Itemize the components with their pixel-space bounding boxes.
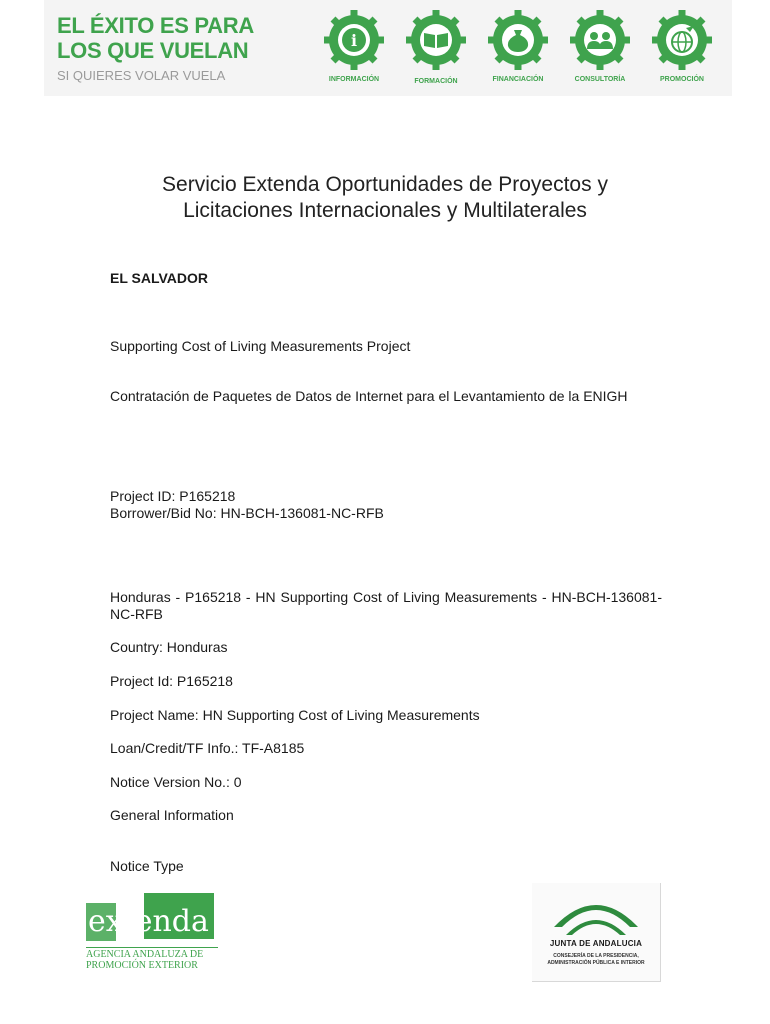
- slogan-line-1: EL ÉXITO ES PARA: [57, 13, 254, 38]
- extenda-logo: [86, 893, 218, 975]
- country-line: Country: Honduras: [110, 639, 228, 655]
- service-label-promocion: PROMOCIÓN: [660, 76, 704, 83]
- extenda-wordmark: extenda: [88, 904, 209, 939]
- junta-subtitle-line-1: CONSEJERÍA DE LA PRESIDENCIA,: [553, 953, 639, 959]
- project-id-line: Project Id: P165218: [110, 673, 233, 689]
- junta-title: JUNTA DE ANDALUCIA: [549, 939, 643, 948]
- project-name-line: Project Name: HN Supporting Cost of Living Measurements: [110, 707, 480, 723]
- slogan-subtitle: SI QUIERES VOLAR VUELA: [57, 68, 226, 83]
- document-title: [60, 172, 710, 224]
- extenda-wordmark-graphic: [86, 893, 218, 945]
- document-title-line-1: Servicio Extenda Oportunidades de Proyectos y: [162, 173, 608, 196]
- extenda-subtitle-line-2: PROMOCIÓN EXTERIOR: [86, 960, 198, 971]
- general-information: General Information: [110, 807, 234, 823]
- junta-subtitle: [532, 953, 660, 967]
- notice-heading: Honduras - P165218 - HN Supporting Cost of Living Measurements - HN-BCH-136081-NC-RFB: [110, 589, 662, 622]
- info-icon: [322, 8, 386, 72]
- svg-text:i: i: [350, 31, 358, 50]
- money-bag-icon: [486, 8, 550, 72]
- notice-type: Notice Type: [110, 858, 184, 874]
- service-label-consultoria: CONSULTORÍA: [574, 76, 626, 83]
- borrower-bid-no: Borrower/Bid No: HN-BCH-136081-NC-RFB: [110, 505, 384, 521]
- extenda-subtitle-line-1: AGENCIA ANDALUZA DE: [86, 949, 204, 960]
- junta-subtitle-line-2: ADMINISTRACIÓN PÚBLICA E INTERIOR: [547, 960, 645, 966]
- service-label-informacion: INFORMACIÓN: [328, 76, 380, 83]
- project-id: Project ID: P165218: [110, 488, 236, 504]
- slogan-line-2: LOS QUE VUELAN: [57, 38, 249, 63]
- service-label-formacion: FORMACIÓN: [414, 78, 458, 85]
- book-icon: [404, 8, 468, 72]
- junta-andalucia-logo: [532, 883, 661, 982]
- extenda-subtitle: [86, 947, 218, 971]
- globe-plane-icon: [650, 8, 714, 72]
- contract-description: Contratación de Paquetes de Datos de Internet para el Levantamiento de la ENIGH: [110, 388, 628, 404]
- service-label-financiacion: FINANCIACIÓN: [492, 76, 544, 83]
- loan-info-line: Loan/Credit/TF Info.: TF-A8185: [110, 740, 305, 756]
- document-title-line-2: Licitaciones Internacionales y Multilaterales: [183, 199, 587, 222]
- notice-version-line: Notice Version No.: 0: [110, 774, 242, 790]
- people-icon: [568, 8, 632, 72]
- junta-arch-graphic: [532, 887, 660, 941]
- country-heading: EL SALVADOR: [110, 270, 209, 286]
- project-title: Supporting Cost of Living Measurements Project: [110, 338, 411, 354]
